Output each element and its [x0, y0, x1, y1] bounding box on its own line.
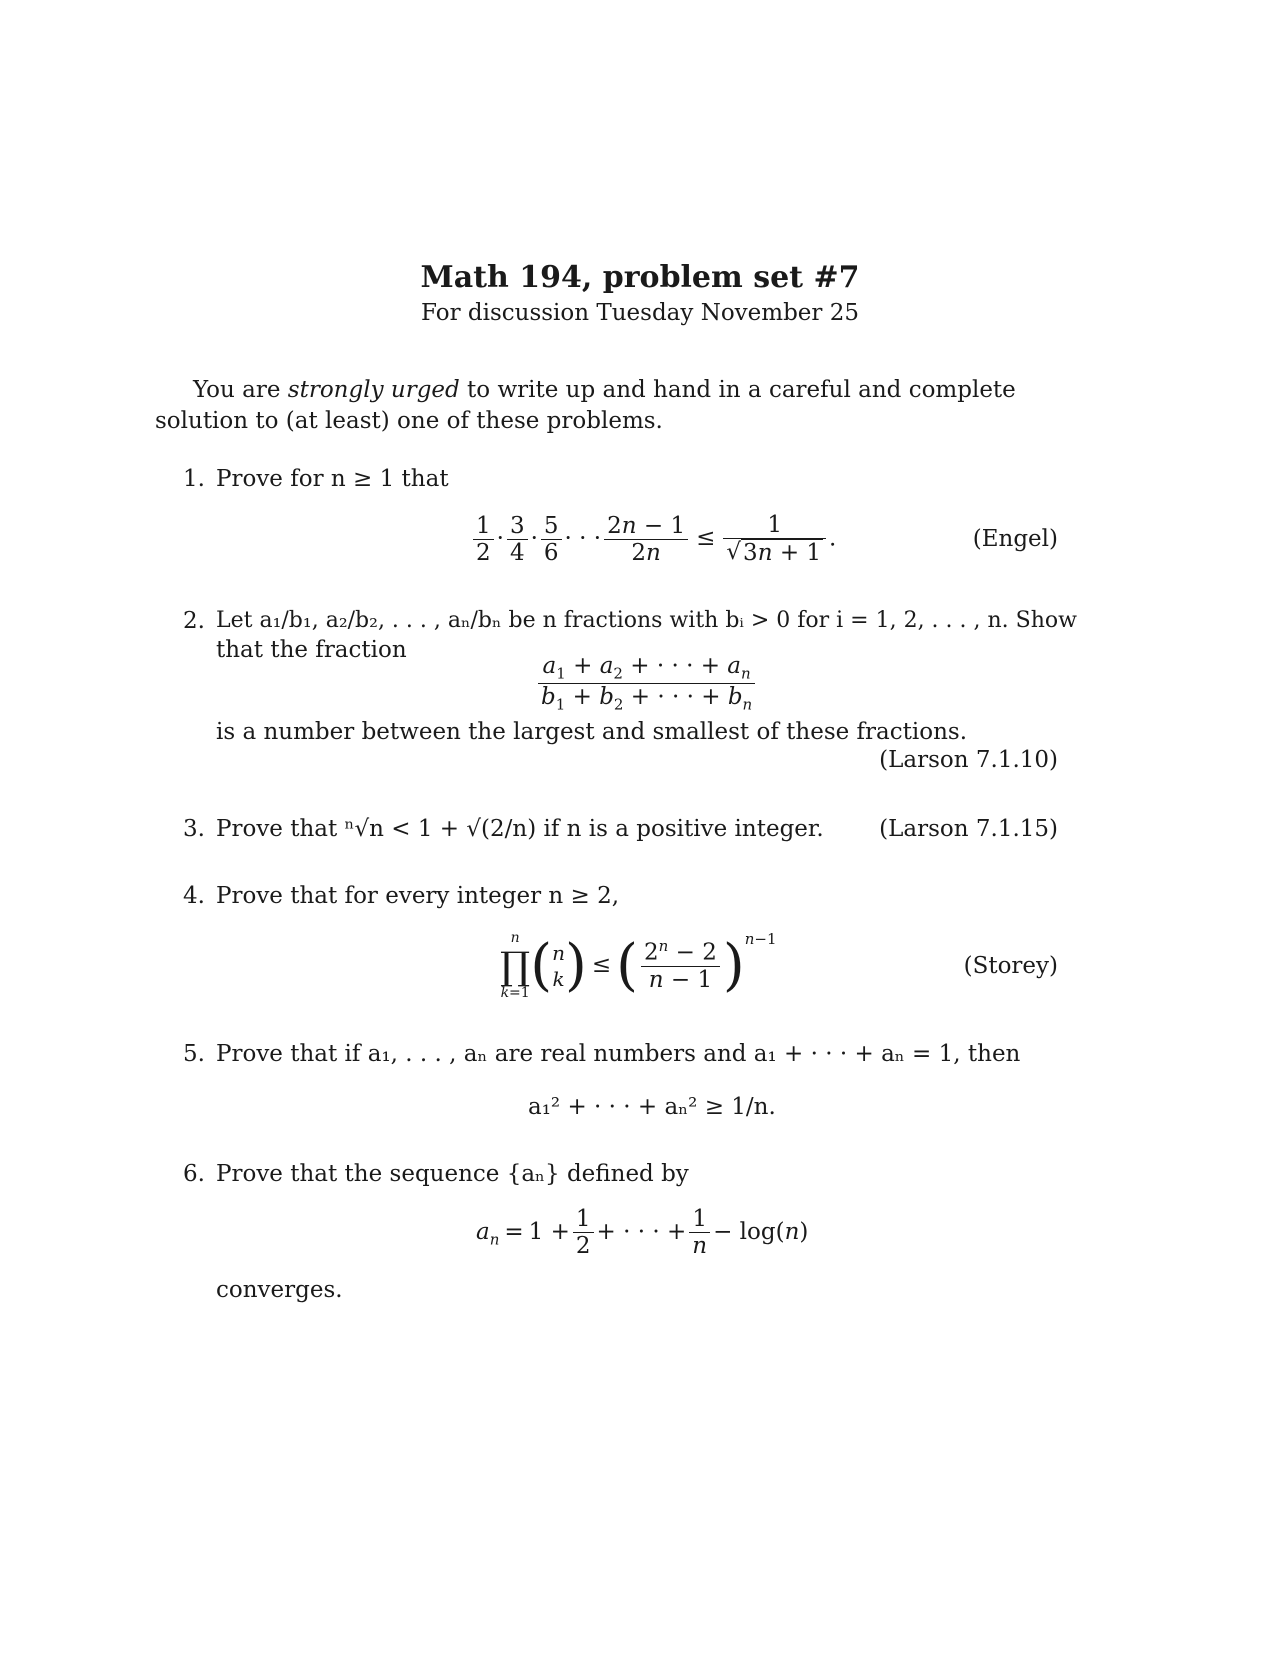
problem-4-number: 4. — [183, 883, 205, 909]
problem-6-number: 6. — [183, 1161, 205, 1187]
problem-6-formula: $a_n = 1$ + $\frac{1}{2}$ + · · · + $\frac{1}{n}$ − log(n) — [476, 1206, 809, 1260]
problem-6-text: Prove that the sequence {aₙ} defined by — [216, 1161, 689, 1187]
problem-4-text: Prove that for every integer n ≥ 2, — [216, 883, 620, 909]
header — [0, 258, 1280, 329]
problem-5-formula: a₁² + · · · + aₙ² ≥ 1/n. — [528, 1094, 776, 1120]
problem-2-text-line1: Let a₁/b₁, a₂/b₂, . . . , aₙ/bₙ be n fractions with bᵢ > 0 for i = 1, 2, . . . , n. Show — [216, 608, 1077, 633]
intro-before: You are — [193, 377, 288, 403]
problem-1-formula: $\frac{1}{2}$ · $\frac{3}{4}$ · $\frac{5}{6}$ · · · $\frac{2n - 1}{2n}$ ≤ 1 √ 3n + 1 . — [470, 512, 836, 567]
problem-4-citation: (Storey) — [963, 953, 1058, 979]
problem-4-formula: n ∏ k=1 ( n k ) ≤( $\frac{2^n - 2}{n - 1}$ )$^{n-1}$ — [500, 930, 777, 1001]
problem-1-number: 1. — [183, 466, 205, 492]
problem-5-number: 5. — [183, 1041, 205, 1067]
problem-6-text-after: converges. — [216, 1277, 343, 1303]
page-title: Math 194, problem set #7 — [420, 260, 860, 295]
problem-2-formula: $\frac{a_1 + a_2 + \cdot \cdot \cdot + a_n}{b_1 + b_2 + \cdot \cdot \cdot + b_n}$ — [535, 653, 758, 714]
problem-2-citation: (Larson 7.1.10) — [879, 747, 1058, 773]
problem-1-citation: (Engel) — [972, 526, 1058, 552]
problem-1-text: Prove for n ≥ 1 that — [216, 466, 449, 492]
problem-3-number: 3. — [183, 816, 205, 842]
intro-emphasis: strongly urged — [287, 377, 460, 403]
intro-paragraph — [155, 375, 1060, 437]
problem-3-text: Prove that ⁿ√n < 1 + √(2/n) if n is a positive integer. — [216, 816, 824, 842]
intro-after: to write up and hand in a careful and complete solution to (at least) one of these problems. — [155, 377, 1016, 434]
page-subtitle: For discussion Tuesday November 25 — [421, 300, 859, 326]
problem-2-text-line2: that the fraction — [216, 637, 407, 663]
problem-2-text-after: is a number between the largest and smallest of these fractions. — [216, 719, 968, 745]
problem-2-number: 2. — [183, 608, 205, 634]
problem-3-citation: (Larson 7.1.15) — [879, 816, 1058, 842]
problem-5-text: Prove that if a₁, . . . , aₙ are real numbers and a₁ + · · · + aₙ = 1, then — [216, 1041, 1021, 1067]
